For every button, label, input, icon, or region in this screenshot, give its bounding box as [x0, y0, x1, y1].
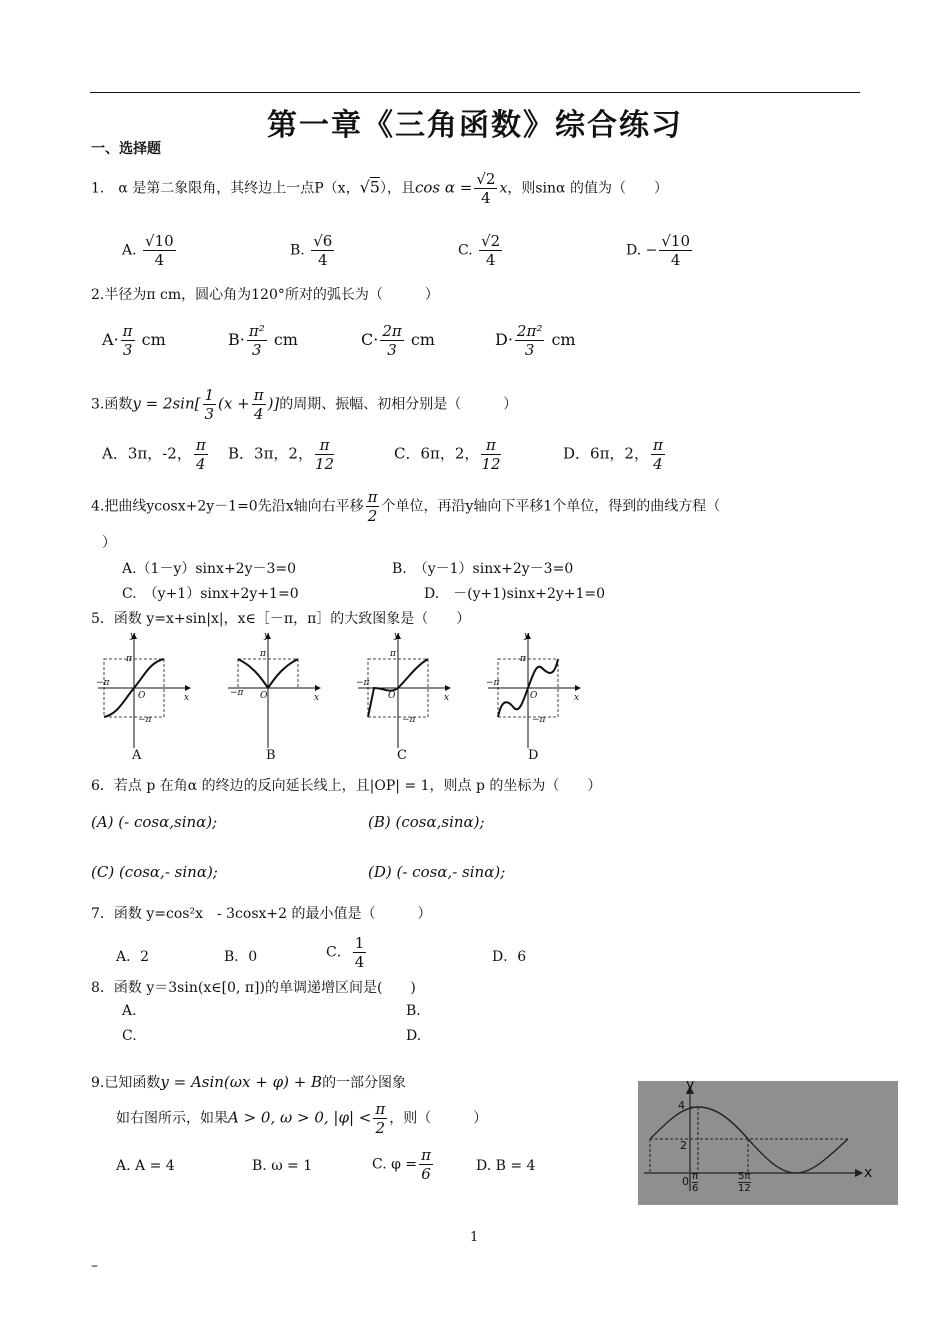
q4-option-b[interactable]: B. （y－1）sinx+2y－3=0	[392, 561, 574, 577]
q9-tick-5pi12: 5π 12	[738, 1171, 751, 1194]
svg-text:−π: −π	[138, 715, 152, 725]
svg-text:x: x	[444, 693, 450, 703]
q1-option-c[interactable]: C. $\frac{√2}{4}$	[458, 232, 501, 269]
graph-label-a[interactable]: A	[132, 748, 142, 763]
question-7: 7．函数 y=cos²x - 3cosx+2 的最小值是（ ）	[91, 906, 432, 922]
q1-option-b[interactable]: B. $\frac{√6}{4}$	[290, 232, 333, 269]
q7-option-a[interactable]: A．2	[116, 949, 150, 965]
svg-text:−π: −π	[532, 715, 546, 725]
svg-text:π: π	[126, 654, 132, 664]
q9-graph-image	[638, 1077, 898, 1205]
q7-option-d[interactable]: D．6	[492, 949, 527, 965]
question-2: 2.半径为π cm，圆心角为120°所对的弧长为（ ）	[91, 287, 439, 303]
q7-option-c[interactable]: C． $\frac{1}{4}$	[326, 934, 365, 971]
q7-option-b[interactable]: B．0	[224, 949, 258, 965]
svg-text:π: π	[520, 654, 526, 664]
graph-label-b[interactable]: B	[266, 748, 276, 763]
q1-tail: ，则sinα 的值为（ ）	[507, 180, 668, 197]
svg-text:−π: −π	[402, 715, 416, 725]
q9-tick-pi6: π 6	[692, 1171, 699, 1194]
graph-d	[486, 631, 580, 748]
q1-text: 1. α 是第二象限角，其终边上一点P（x，	[91, 180, 360, 197]
q9-option-c[interactable]: C. φ = $\frac{\pi}{6}$	[372, 1146, 431, 1183]
svg-text:y: y	[130, 631, 136, 641]
svg-text:π: π	[390, 649, 396, 659]
svg-text:x: x	[184, 693, 190, 703]
q9-tick-2: 2	[680, 1139, 687, 1152]
svg-text:−π: −π	[96, 678, 110, 688]
graph-label-d[interactable]: D	[528, 748, 539, 763]
svg-text:π: π	[260, 649, 266, 659]
q3-option-d[interactable]: D．6π，2， $\frac{\pi}{4}$	[563, 436, 663, 473]
q2-option-d[interactable]: D· $\frac{\text{2π²}}{3}$ cm	[495, 322, 576, 359]
graph-c	[356, 631, 450, 748]
q2-option-a[interactable]: A· $\frac{\pi}{3}$ cm	[102, 322, 166, 359]
graph-label-c[interactable]: C	[397, 748, 407, 763]
footer-dash: –	[91, 1258, 98, 1274]
svg-text:O: O	[138, 691, 146, 701]
q2-option-b[interactable]: B· $\frac{\text{π²}}{3}$ cm	[228, 322, 298, 359]
q1-mid: ），且	[379, 180, 415, 197]
svg-text:O: O	[388, 691, 396, 701]
q6-option-b[interactable]: (B) (cosα,sinα);	[368, 813, 485, 831]
question-6: 6．若点 p 在角α 的终边的反向延长线上，且|OP| = 1，则点 p 的坐标为（ ）	[91, 778, 602, 794]
svg-text:y: y	[394, 631, 400, 641]
top-rule	[90, 92, 860, 93]
graph-b	[228, 631, 320, 748]
q9-option-a[interactable]: A. A = 4	[116, 1158, 175, 1174]
svg-text:x: x	[574, 693, 580, 703]
q1-cos: cos α =	[414, 178, 473, 197]
question-8: 8．函数 y＝3sin(x∈[0, π])的单调递增区间是( )	[91, 980, 416, 996]
q8-option-c[interactable]: C.	[122, 1028, 137, 1044]
q6-option-c[interactable]: (C) (cosα,- sinα);	[91, 863, 218, 881]
page-number: 1	[470, 1230, 479, 1245]
q9-tick-0: 0	[682, 1175, 689, 1188]
q1-fraction: $\frac{√2}{4}$	[476, 170, 496, 207]
q9-option-b[interactable]: B. ω = 1	[252, 1158, 313, 1174]
graph-a	[96, 631, 190, 748]
svg-text:O: O	[260, 691, 268, 701]
q3-option-c[interactable]: C．6π，2， $\frac{\pi}{12}$	[394, 436, 501, 473]
section-heading: 一、选择题	[91, 141, 161, 157]
q4-option-d[interactable]: D. －(y+1)sinx+2y+1=0	[424, 586, 606, 602]
q1-option-a[interactable]: A. $\frac{√10}{4}$	[122, 232, 174, 269]
svg-text:−π: −π	[486, 678, 500, 688]
q4-continuation: ）	[102, 535, 116, 551]
question-4: 4.把曲线ycosx+2y－1=0先沿x轴向右平移 $\frac{\pi}{2}$ 个单位，再沿y轴向下平移1个单位，得到的曲线方程（	[91, 488, 721, 525]
q1-x: x	[499, 180, 508, 197]
svg-text:O: O	[530, 691, 538, 701]
q8-option-b[interactable]: B.	[406, 1003, 421, 1019]
q4-option-a[interactable]: A.（1－y）sinx+2y－3=0	[122, 561, 297, 577]
q6-option-a[interactable]: (A) (- cosα,sinα);	[91, 813, 218, 831]
q4-option-c[interactable]: C. （y+1）sinx+2y+1=0	[122, 586, 299, 602]
svg-text:x: x	[314, 693, 320, 703]
q6-option-d[interactable]: (D) (- cosα,- sinα);	[368, 863, 506, 881]
question-1: 1. α 是第二象限角，其终边上一点P（x，√5），且cos α = $\frac{√2}{4}$ x，则sinα 的值为（ ）	[91, 170, 668, 207]
svg-text:y: y	[524, 631, 530, 641]
q8-option-a[interactable]: A.	[122, 1003, 137, 1019]
q3-option-a[interactable]: A．3π，-2， $\frac{\pi}{4}$	[102, 436, 206, 473]
q9-axis-y: y	[686, 1077, 695, 1093]
q8-option-d[interactable]: D.	[406, 1028, 422, 1044]
svg-text:y: y	[264, 631, 270, 641]
q1-root: 5	[369, 177, 380, 197]
q3-option-b[interactable]: B．3π，2， $\frac{\pi}{12}$	[228, 436, 335, 473]
q9-tick-4: 4	[678, 1099, 685, 1112]
q9-axis-x: x	[864, 1165, 873, 1181]
q5-graphs	[90, 628, 590, 768]
question-3: 3.函数y = 2sin[ $\frac{1}{3}$ (x + $\frac{\pi}{4}$ )]的周期、振幅、初相分别是（ ）	[91, 386, 518, 423]
svg-text:−π: −π	[356, 678, 370, 688]
q9-condition: 如右图所示，如果A > 0, ω > 0, |φ| < $\frac{\pi}{2}$ ，则（ ）	[116, 1100, 488, 1137]
q9-option-d[interactable]: D. B = 4	[476, 1158, 536, 1174]
svg-text:−π: −π	[230, 688, 244, 698]
question-5: 5．函数 y=x+sin|x|，x∈［－π，π］的大致图象是（ ）	[91, 611, 471, 627]
q1-option-d[interactable]: D. − $\frac{√10}{4}$	[626, 232, 691, 269]
q2-option-c[interactable]: C· $\frac{2\pi}{3}$ cm	[361, 322, 435, 359]
question-9: 9.已知函数y = Asin(ωx + φ) + B的一部分图象	[91, 1073, 407, 1091]
page-title: 第一章《三角函数》综合练习	[267, 108, 683, 143]
